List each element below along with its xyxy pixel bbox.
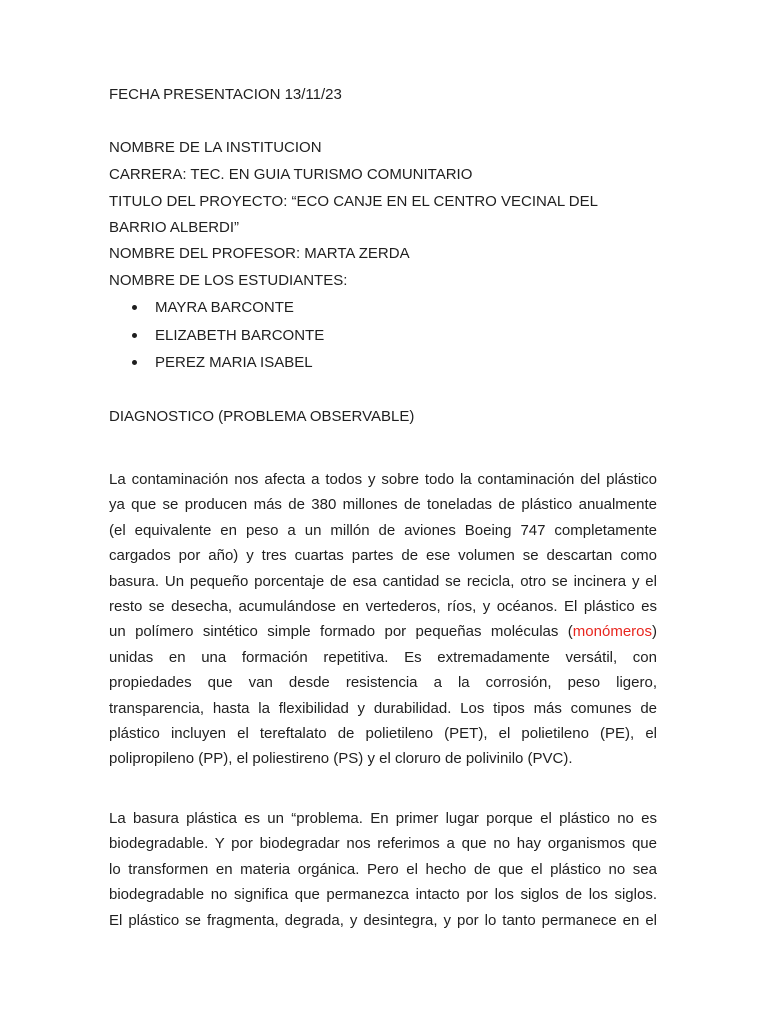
titulo-proyecto-line2: BARRIO ALBERDI”: [109, 219, 240, 236]
titulo-proyecto-line1: TITULO DEL PROYECTO: “ECO CANJE EN EL CENTRO VECINAL DEL: [109, 193, 598, 210]
monomeros-link[interactable]: monómeros: [572, 623, 652, 641]
paragraph-line: plástico incluyen el tereftalato de polietileno (PET), el polietileno (PE), el: [109, 724, 657, 742]
fecha-presentacion: FECHA PRESENTACION 13/11/23: [109, 86, 342, 103]
paragraph-line: biodegradable no significa que permanezca intacto por los siglos de los siglos.: [109, 886, 657, 904]
nombre-institucion: NOMBRE DE LA INSTITUCION: [109, 139, 322, 156]
estudiante-name: MAYRA BARCONTE: [155, 299, 294, 316]
text-fragment: un polímero sintético simple formado por pequeñas moléculas (: [109, 623, 573, 641]
list-item: [132, 298, 294, 318]
paragraph-line: (el equivalente en peso a un millón de aviones Boeing 747 completamente: [109, 521, 657, 539]
nombre-profesor: NOMBRE DEL PROFESOR: MARTA ZERDA: [109, 245, 410, 262]
paragraph-line-monomeros: [109, 619, 657, 644]
estudiantes-label: NOMBRE DE LOS ESTUDIANTES:: [109, 272, 348, 289]
bullet-icon: [132, 333, 137, 338]
paragraph-line: resto se desecha, acumulándose en vertederos, ríos, y océanos. El plástico es: [109, 597, 657, 615]
paragraph-contaminacion: [109, 467, 657, 772]
paragraph-line: El plástico se fragmenta, degrada, y desintegra, y por lo tanto permanece en el: [109, 911, 657, 929]
paragraph-line: ya que se producen más de 380 millones de toneladas de plástico anualmente: [109, 496, 657, 514]
paragraph-line: basura. Un pequeño porcentaje de esa cantidad se recicla, otro se incinera y el: [109, 572, 657, 590]
paragraph-line: transparencia, hasta la flexibilidad y durabilidad. Los tipos más comunes de: [109, 699, 657, 717]
list-item: [132, 353, 313, 373]
paragraph-line: unidas en una formación repetitiva. Es extremadamente versátil, con: [109, 648, 657, 666]
paragraph-line: La contaminación nos afecta a todos y sobre todo la contaminación del plástico: [109, 471, 657, 488]
bullet-icon: [132, 305, 137, 310]
carrera: CARRERA: TEC. EN GUIA TURISMO COMUNITARIO: [109, 166, 473, 183]
paragraph-line: biodegradable. Y por biodegradar nos referimos a que no hay organismos que: [109, 835, 657, 853]
paragraph-line: propiedades que van desde resistencia a la corrosión, peso ligero,: [109, 674, 657, 692]
list-item: [132, 326, 324, 346]
text-fragment: ): [652, 623, 657, 641]
diagnostico-heading: DIAGNOSTICO (PROBLEMA OBSERVABLE): [109, 408, 415, 425]
paragraph-line: La basura plástica es un “problema. En primer lugar porque el plástico no es: [109, 810, 657, 827]
paragraph-line: cargados por año) y tres cuartas partes de ese volumen se descartan como: [109, 547, 657, 565]
paragraph-basura-plastica: [109, 806, 657, 933]
estudiante-name: PEREZ MARIA ISABEL: [155, 354, 313, 371]
paragraph-line: polipropileno (PP), el poliestireno (PS) y el cloruro de polivinilo (PVC).: [109, 750, 573, 768]
estudiante-name: ELIZABETH BARCONTE: [155, 327, 325, 344]
bullet-icon: [132, 360, 137, 365]
paragraph-line: lo transformen en materia orgánica. Pero el hecho de que el plástico no sea: [109, 860, 657, 878]
